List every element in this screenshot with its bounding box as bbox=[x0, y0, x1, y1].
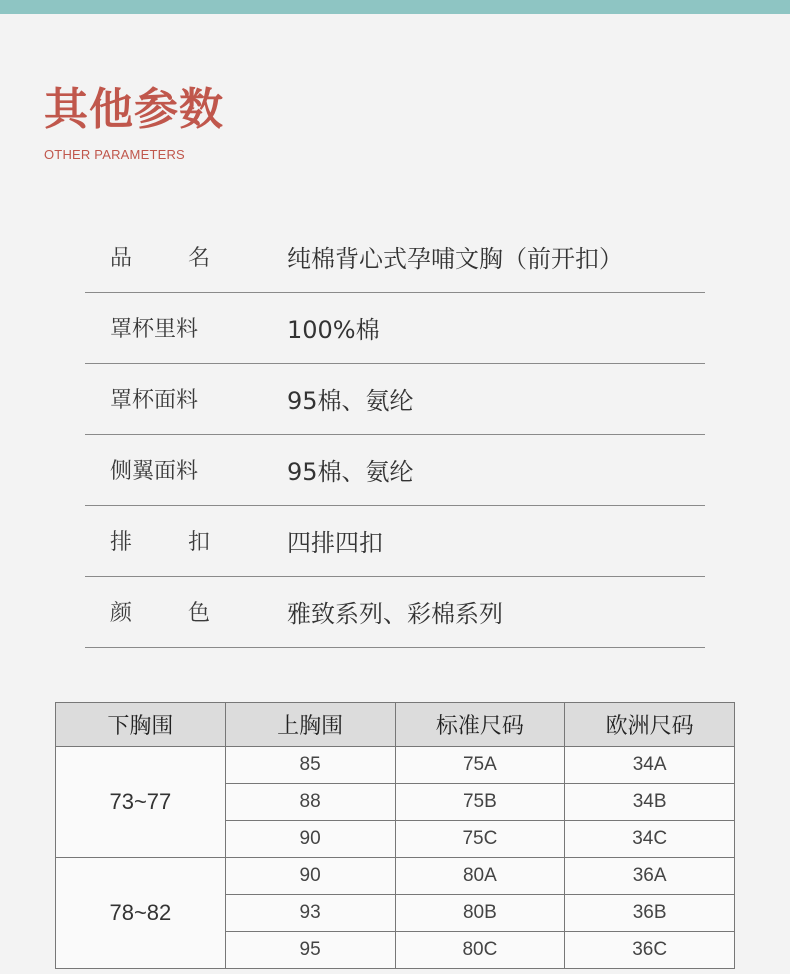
standard-size-cell: 80B bbox=[395, 895, 565, 932]
table-row bbox=[56, 858, 735, 895]
eu-size-cell: 34C bbox=[565, 821, 735, 858]
param-label bbox=[110, 525, 210, 556]
param-value: 四排四扣 bbox=[287, 529, 383, 557]
param-row-wing-fabric bbox=[85, 435, 705, 506]
upper-bust-cell: 95 bbox=[225, 932, 395, 969]
param-value: 95棉、氨纶 bbox=[287, 458, 414, 486]
standard-size-cell: 75C bbox=[395, 821, 565, 858]
param-value: 雅致系列、彩棉系列 bbox=[287, 600, 503, 628]
param-label-char: 品 bbox=[110, 246, 133, 271]
size-table bbox=[55, 702, 735, 969]
param-value: 100%棉 bbox=[287, 316, 380, 344]
param-label-char: 色 bbox=[187, 601, 210, 626]
params-list bbox=[85, 222, 705, 648]
standard-size-cell: 75B bbox=[395, 784, 565, 821]
upper-bust-cell: 88 bbox=[225, 784, 395, 821]
param-value: 纯棉背心式孕哺文胸（前开扣） bbox=[287, 245, 623, 273]
param-value: 95棉、氨纶 bbox=[287, 387, 414, 415]
under-bust-cell: 73~77 bbox=[56, 747, 226, 858]
eu-size-cell: 36B bbox=[565, 895, 735, 932]
header-under-bust: 下胸围 bbox=[56, 703, 226, 747]
param-row-hooks bbox=[85, 506, 705, 577]
param-label-char: 颜 bbox=[110, 601, 133, 626]
param-label: 罩杯里料 bbox=[110, 317, 199, 342]
size-table-header bbox=[56, 703, 735, 747]
param-label bbox=[110, 241, 210, 272]
param-label bbox=[110, 596, 210, 627]
section-subtitle: OTHER PARAMETERS bbox=[44, 147, 185, 162]
param-row-color bbox=[85, 577, 705, 648]
param-row-cup-fabric bbox=[85, 364, 705, 435]
top-accent-bar bbox=[0, 0, 790, 14]
under-bust-cell: 78~82 bbox=[56, 858, 226, 969]
table-row bbox=[56, 747, 735, 784]
eu-size-cell: 36A bbox=[565, 858, 735, 895]
standard-size-cell: 80C bbox=[395, 932, 565, 969]
param-label-char: 扣 bbox=[187, 530, 210, 555]
param-label: 侧翼面料 bbox=[110, 459, 199, 484]
upper-bust-cell: 85 bbox=[225, 747, 395, 784]
param-label-char: 排 bbox=[110, 530, 133, 555]
upper-bust-cell: 90 bbox=[225, 858, 395, 895]
standard-size-cell: 80A bbox=[395, 858, 565, 895]
param-label-char: 名 bbox=[187, 246, 210, 271]
header-standard-size: 标准尺码 bbox=[395, 703, 565, 747]
param-row-name bbox=[85, 222, 705, 293]
eu-size-cell: 34A bbox=[565, 747, 735, 784]
param-row-cup-lining bbox=[85, 293, 705, 364]
header-upper-bust: 上胸围 bbox=[225, 703, 395, 747]
upper-bust-cell: 90 bbox=[225, 821, 395, 858]
upper-bust-cell: 93 bbox=[225, 895, 395, 932]
eu-size-cell: 34B bbox=[565, 784, 735, 821]
standard-size-cell: 75A bbox=[395, 747, 565, 784]
section-title: 其他参数 bbox=[44, 84, 224, 135]
param-label: 罩杯面料 bbox=[110, 388, 199, 413]
eu-size-cell: 36C bbox=[565, 932, 735, 969]
header-eu-size: 欧洲尺码 bbox=[565, 703, 735, 747]
